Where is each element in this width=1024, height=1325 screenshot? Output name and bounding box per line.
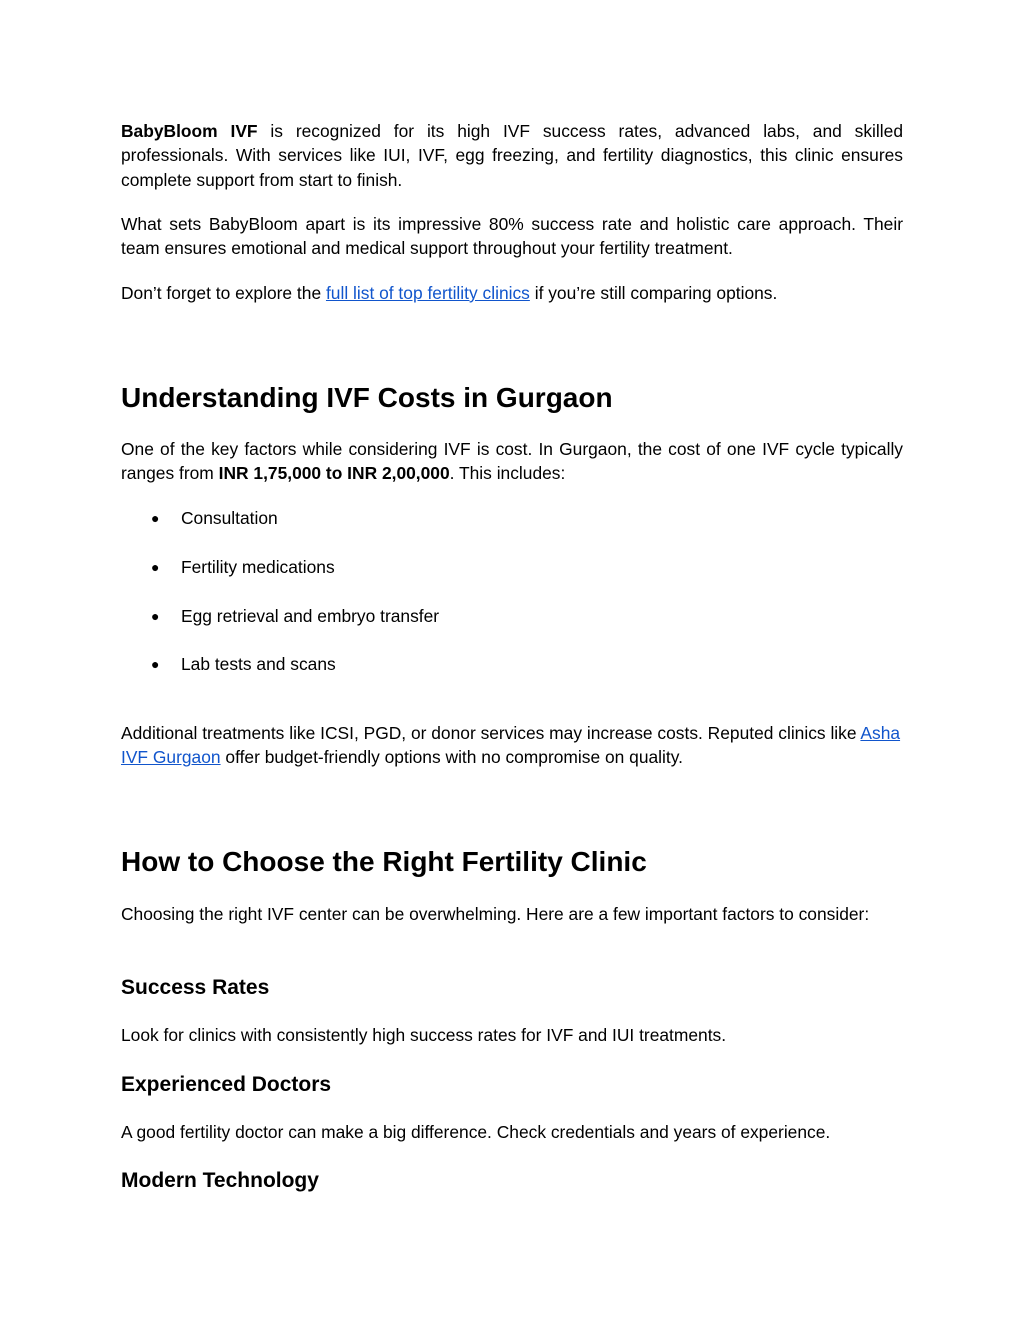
success-rates-text: Look for clinics with consistently high success rates for IVF and IUI treatments. bbox=[121, 1025, 727, 1045]
intro-paragraph-3 bbox=[121, 281, 903, 305]
full-list-clinics-link[interactable]: full list of top fertility clinics bbox=[325, 283, 530, 303]
bullet-icon: ● bbox=[151, 559, 160, 575]
asha-ivf-gurgaon-link[interactable]: Asha IVF Gurgaon bbox=[121, 723, 901, 768]
costs-paragraph-2-after: offer budget-friendly options with no compromise on quality. bbox=[220, 747, 683, 768]
experienced-doctors-heading: Experienced Doctors bbox=[121, 1073, 332, 1096]
intro-paragraph-1-text: is recognized for its high IVF success rates, advanced labs, and skilled professionals. With services like IUI, IVF, egg freezing, and fertility diagnostics, this clinic ensures complete support from start to finish. bbox=[121, 121, 903, 190]
costs-paragraph-2 bbox=[121, 721, 903, 770]
choose-clinic-heading: How to Choose the Right Fertility Clinic bbox=[121, 846, 647, 877]
list-item-text: Fertility medications bbox=[181, 557, 335, 577]
costs-heading: Understanding IVF Costs in Gurgaon bbox=[121, 382, 613, 413]
clinic-name: BabyBloom IVF bbox=[121, 121, 258, 141]
list-item-text: Consultation bbox=[181, 508, 278, 528]
bullet-icon: ● bbox=[151, 608, 160, 624]
costs-paragraph-1 bbox=[121, 437, 903, 486]
costs-paragraph-1-after: . This includes: bbox=[449, 463, 566, 484]
choose-intro-paragraph: Choosing the right IVF center can be overwhelming. Here are a few important factors to consider: bbox=[121, 904, 870, 924]
list-item-text: Egg retrieval and embryo transfer bbox=[181, 606, 440, 626]
costs-paragraph-2-before: Additional treatments like ICSI, PGD, or donor services may increase costs. Reputed clinics like bbox=[121, 723, 861, 743]
experienced-doctors-text: A good fertility doctor can make a big difference. Check credentials and years of experience. bbox=[121, 1122, 831, 1142]
bullet-icon: ● bbox=[151, 510, 160, 526]
intro-paragraph-3-before: Don’t forget to explore the bbox=[121, 283, 326, 303]
bullet-icon: ● bbox=[151, 656, 160, 672]
costs-paragraph-1-before: One of the key factors while considering IVF is cost. In Gurgaon, the cost of one IVF cycle typically ranges from bbox=[121, 439, 903, 484]
modern-technology-heading: Modern Technology bbox=[121, 1169, 319, 1192]
intro-paragraph-2: What sets BabyBloom apart is its impressive 80% success rate and holistic care approach. Their team ensures emotional and medical support throughout your fertility treatment. bbox=[121, 214, 903, 259]
intro-paragraph-1 bbox=[121, 119, 903, 192]
list-item-text: Lab tests and scans bbox=[181, 654, 336, 674]
success-rates-heading: Success Rates bbox=[121, 976, 270, 999]
cost-range: INR 1,75,000 to INR 2,00,000 bbox=[218, 463, 450, 484]
intro-paragraph-3-after: if you’re still comparing options. bbox=[529, 283, 778, 303]
